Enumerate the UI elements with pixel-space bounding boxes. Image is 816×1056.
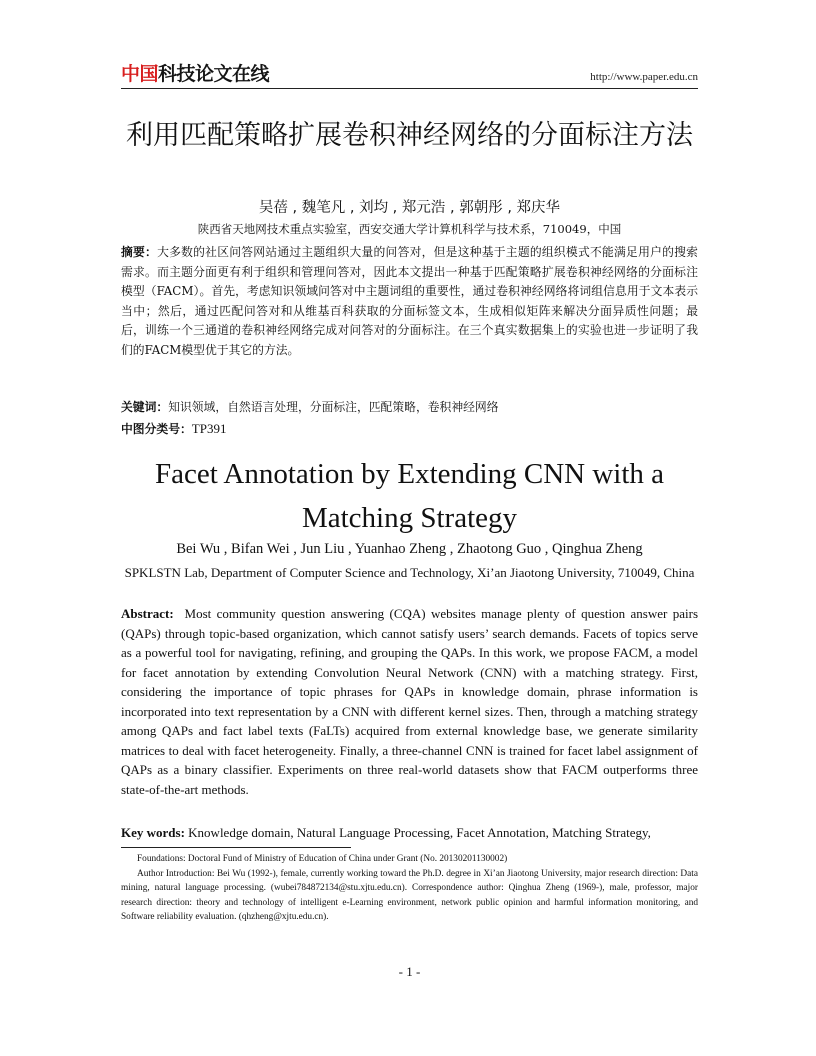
paper-page bbox=[121, 0, 698, 1056]
page-number: - 1 - bbox=[398, 964, 421, 979]
logo-red-part: 中国 bbox=[121, 63, 159, 85]
chinese-authors: 吴蓓 , 魏笔凡 , 刘均 , 郑元浩 , 郭朝彤 , 郑庆华 bbox=[258, 200, 561, 216]
english-abstract-text: Most community question answering (CQA) websites manage plenty of question answer pairs (QAPs) through topic-based organization, which cannot satisfy users’ search demands. Facets of topics serve as a powerful tool for navigating, refining, and grouping the QAPs. In this work, we propose FACM, a model for facet annotation by extending Convolution Neural Network (CNN) with a matching strategy. First, considering the importance of topic phrases for QAPs in knowledge domain, phrase information is incorporated into text representation by a CNN with different kernel sizes. Then, through a matching strategy among QAPs and fact label texts (FaLTs) acquired from external knowledge base, we generate similarity matrices to deal with facet heterogeneity. Finally, a three-channel CNN is trained for facet label assignment of QAPs as a binary classifier. Experiments on three real-world datasets show that FACM outperforms three state-of-the-art methods. bbox=[121, 606, 699, 797]
site-url-link[interactable]: http://www.paper.edu.cn bbox=[590, 71, 698, 83]
chinese-abstract-text: 大多数的社区问答网站通过主题组织大量的问答对，但是这种基于主题的组织模式不能满足用户的搜索需求。而主题分面更有利于组织和管理问答对，因此本文提出一种基于匹配策略扩展卷积神经网络的分面标注模型（FACM）。首先，考虑知识领域问答对中主题词组的重要性，通过卷积神经网络将词组信息用于文本表示当中；然后，通过匹配问答对和从维基百科获取的分面标签文本，生成相似矩阵来解决分面异质性问题；最后，训练一个三通道的卷积神经网络完成对问答对的分面标注。在三个真实数据集上的实验也进一步证明了我们的FACM模型优于其它的方法。 bbox=[121, 245, 698, 357]
site-logo[interactable] bbox=[121, 62, 269, 86]
chinese-title: 利用匹配策略扩展卷积神经网络的分面标注方法 bbox=[126, 120, 693, 151]
footnote-divider bbox=[121, 847, 351, 848]
chinese-abstract-label: 摘要： bbox=[121, 245, 158, 259]
english-affiliation: SPKLSTN Lab, Department of Computer Science and Technology, Xi’an Jiaotong University, 710049, China bbox=[124, 565, 695, 580]
chinese-abstract bbox=[121, 243, 698, 360]
chinese-keywords bbox=[121, 398, 698, 416]
classification-label: 中图分类号： bbox=[121, 422, 192, 436]
page-header bbox=[121, 62, 698, 89]
english-keywords-label: Key words: bbox=[121, 825, 185, 840]
chinese-keywords-label: 关键词： bbox=[121, 400, 169, 414]
english-abstract bbox=[121, 604, 698, 799]
footnotes bbox=[121, 852, 698, 925]
english-keywords bbox=[121, 823, 698, 843]
english-authors: Bei Wu , Bifan Wei , Jun Liu , Yuanhao Zheng , Zhaotong Guo , Qinghua Zheng bbox=[176, 541, 643, 557]
chinese-classification bbox=[121, 420, 698, 438]
classification-value: TP391 bbox=[191, 421, 227, 436]
english-title: Facet Annotation by Extending CNN with a Matching Strategy bbox=[154, 458, 665, 534]
footnote-author-intro: Author Introduction: Bei Wu (1992-), female, currently working toward the Ph.D. degree in Xi’an Jiaotong University, major research direction: Data mining, natural language processing. (wubei784872134@stu.xjtu.edu.cn). Correspondence author: Qinghua Zheng (1969-), male, professor, major research direction: theory and technology of intelligent e-Learning environment, network public opinion and harmful information monitoring, and Software reliability evaluation. (qhzheng@xjtu.edu.cn). bbox=[121, 868, 698, 922]
english-abstract-label: Abstract: bbox=[121, 606, 174, 621]
english-keywords-text: Knowledge domain, Natural Language Processing, Facet Annotation, Matching Strategy, bbox=[188, 825, 651, 840]
footnote-foundations: Foundations: Doctoral Fund of Ministry of Education of China under Grant (No. 20130201130002) bbox=[137, 854, 508, 864]
logo-dark-part: 科技论文在线 bbox=[158, 63, 270, 85]
chinese-keywords-text: 知识领域，自然语言处理，分面标注，匹配策略，卷积神经网络 bbox=[168, 400, 499, 414]
chinese-affiliation: 陕西省天地网技术重点实验室，西安交通大学计算机科学与技术系，710049，中国 bbox=[197, 222, 622, 236]
